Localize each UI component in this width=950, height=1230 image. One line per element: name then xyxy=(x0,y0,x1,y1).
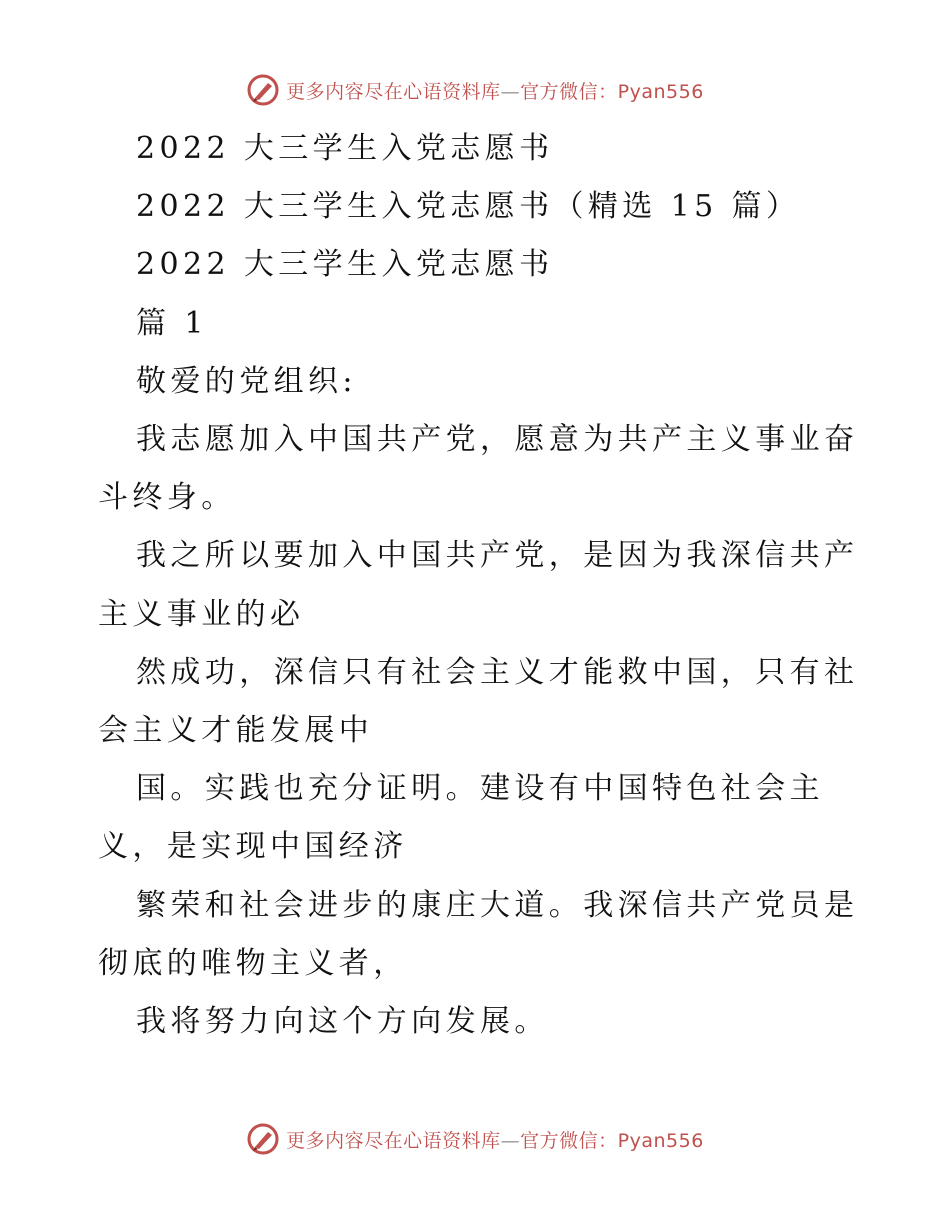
banner-slogan: 更多内容尽在心语资料库 xyxy=(286,80,501,103)
salutation: 敬爱的党组织: xyxy=(136,363,357,399)
paragraph-line: 我之所以要加入中国共产党，是因为我深信共产 xyxy=(136,538,859,574)
paragraph-line: 主义事业的必 xyxy=(98,596,305,632)
paragraph-line: 彻底的唯物主义者， xyxy=(98,945,408,981)
document-body xyxy=(98,120,858,1051)
paragraph-line: 繁荣和社会进步的康庄大道。我深信共产党员是 xyxy=(136,887,859,923)
header-banner xyxy=(0,70,950,110)
doc-heading: 2022 大三学生入党志愿书 xyxy=(136,247,554,283)
pen-in-circle-logo-icon xyxy=(246,1122,280,1156)
banner-separator: — xyxy=(500,1129,521,1152)
banner-text xyxy=(286,77,704,104)
banner-separator: — xyxy=(500,80,521,103)
paragraph-line: 我志愿加入中国共产党，愿意为共产主义事业奋 xyxy=(136,422,859,458)
banner-text xyxy=(286,1126,704,1153)
banner-contact: 官方微信：Pyan556 xyxy=(520,80,704,103)
banner-slogan: 更多内容尽在心语资料库 xyxy=(286,1129,501,1152)
section-label: 篇 1 xyxy=(136,305,208,341)
footer-banner xyxy=(0,1119,950,1159)
paragraph-line: 斗终身。 xyxy=(98,480,236,516)
pen-in-circle-logo-icon xyxy=(246,73,280,107)
paragraph-line: 国。实践也充分证明。建设有中国特色社会主 xyxy=(136,771,824,807)
paragraph-line: 会主义才能发展中 xyxy=(98,713,374,749)
paragraph-line: 义，是实现中国经济 xyxy=(98,829,408,865)
doc-subtitle: 2022 大三学生入党志愿书（精选 15 篇） xyxy=(136,189,801,225)
paragraph-line: 然成功，深信只有社会主义才能救中国，只有社 xyxy=(136,654,859,690)
paragraph-line: 我将努力向这个方向发展。 xyxy=(136,1004,549,1040)
doc-title: 2022 大三学生入党志愿书 xyxy=(136,131,554,166)
banner-contact: 官方微信：Pyan556 xyxy=(520,1129,704,1152)
